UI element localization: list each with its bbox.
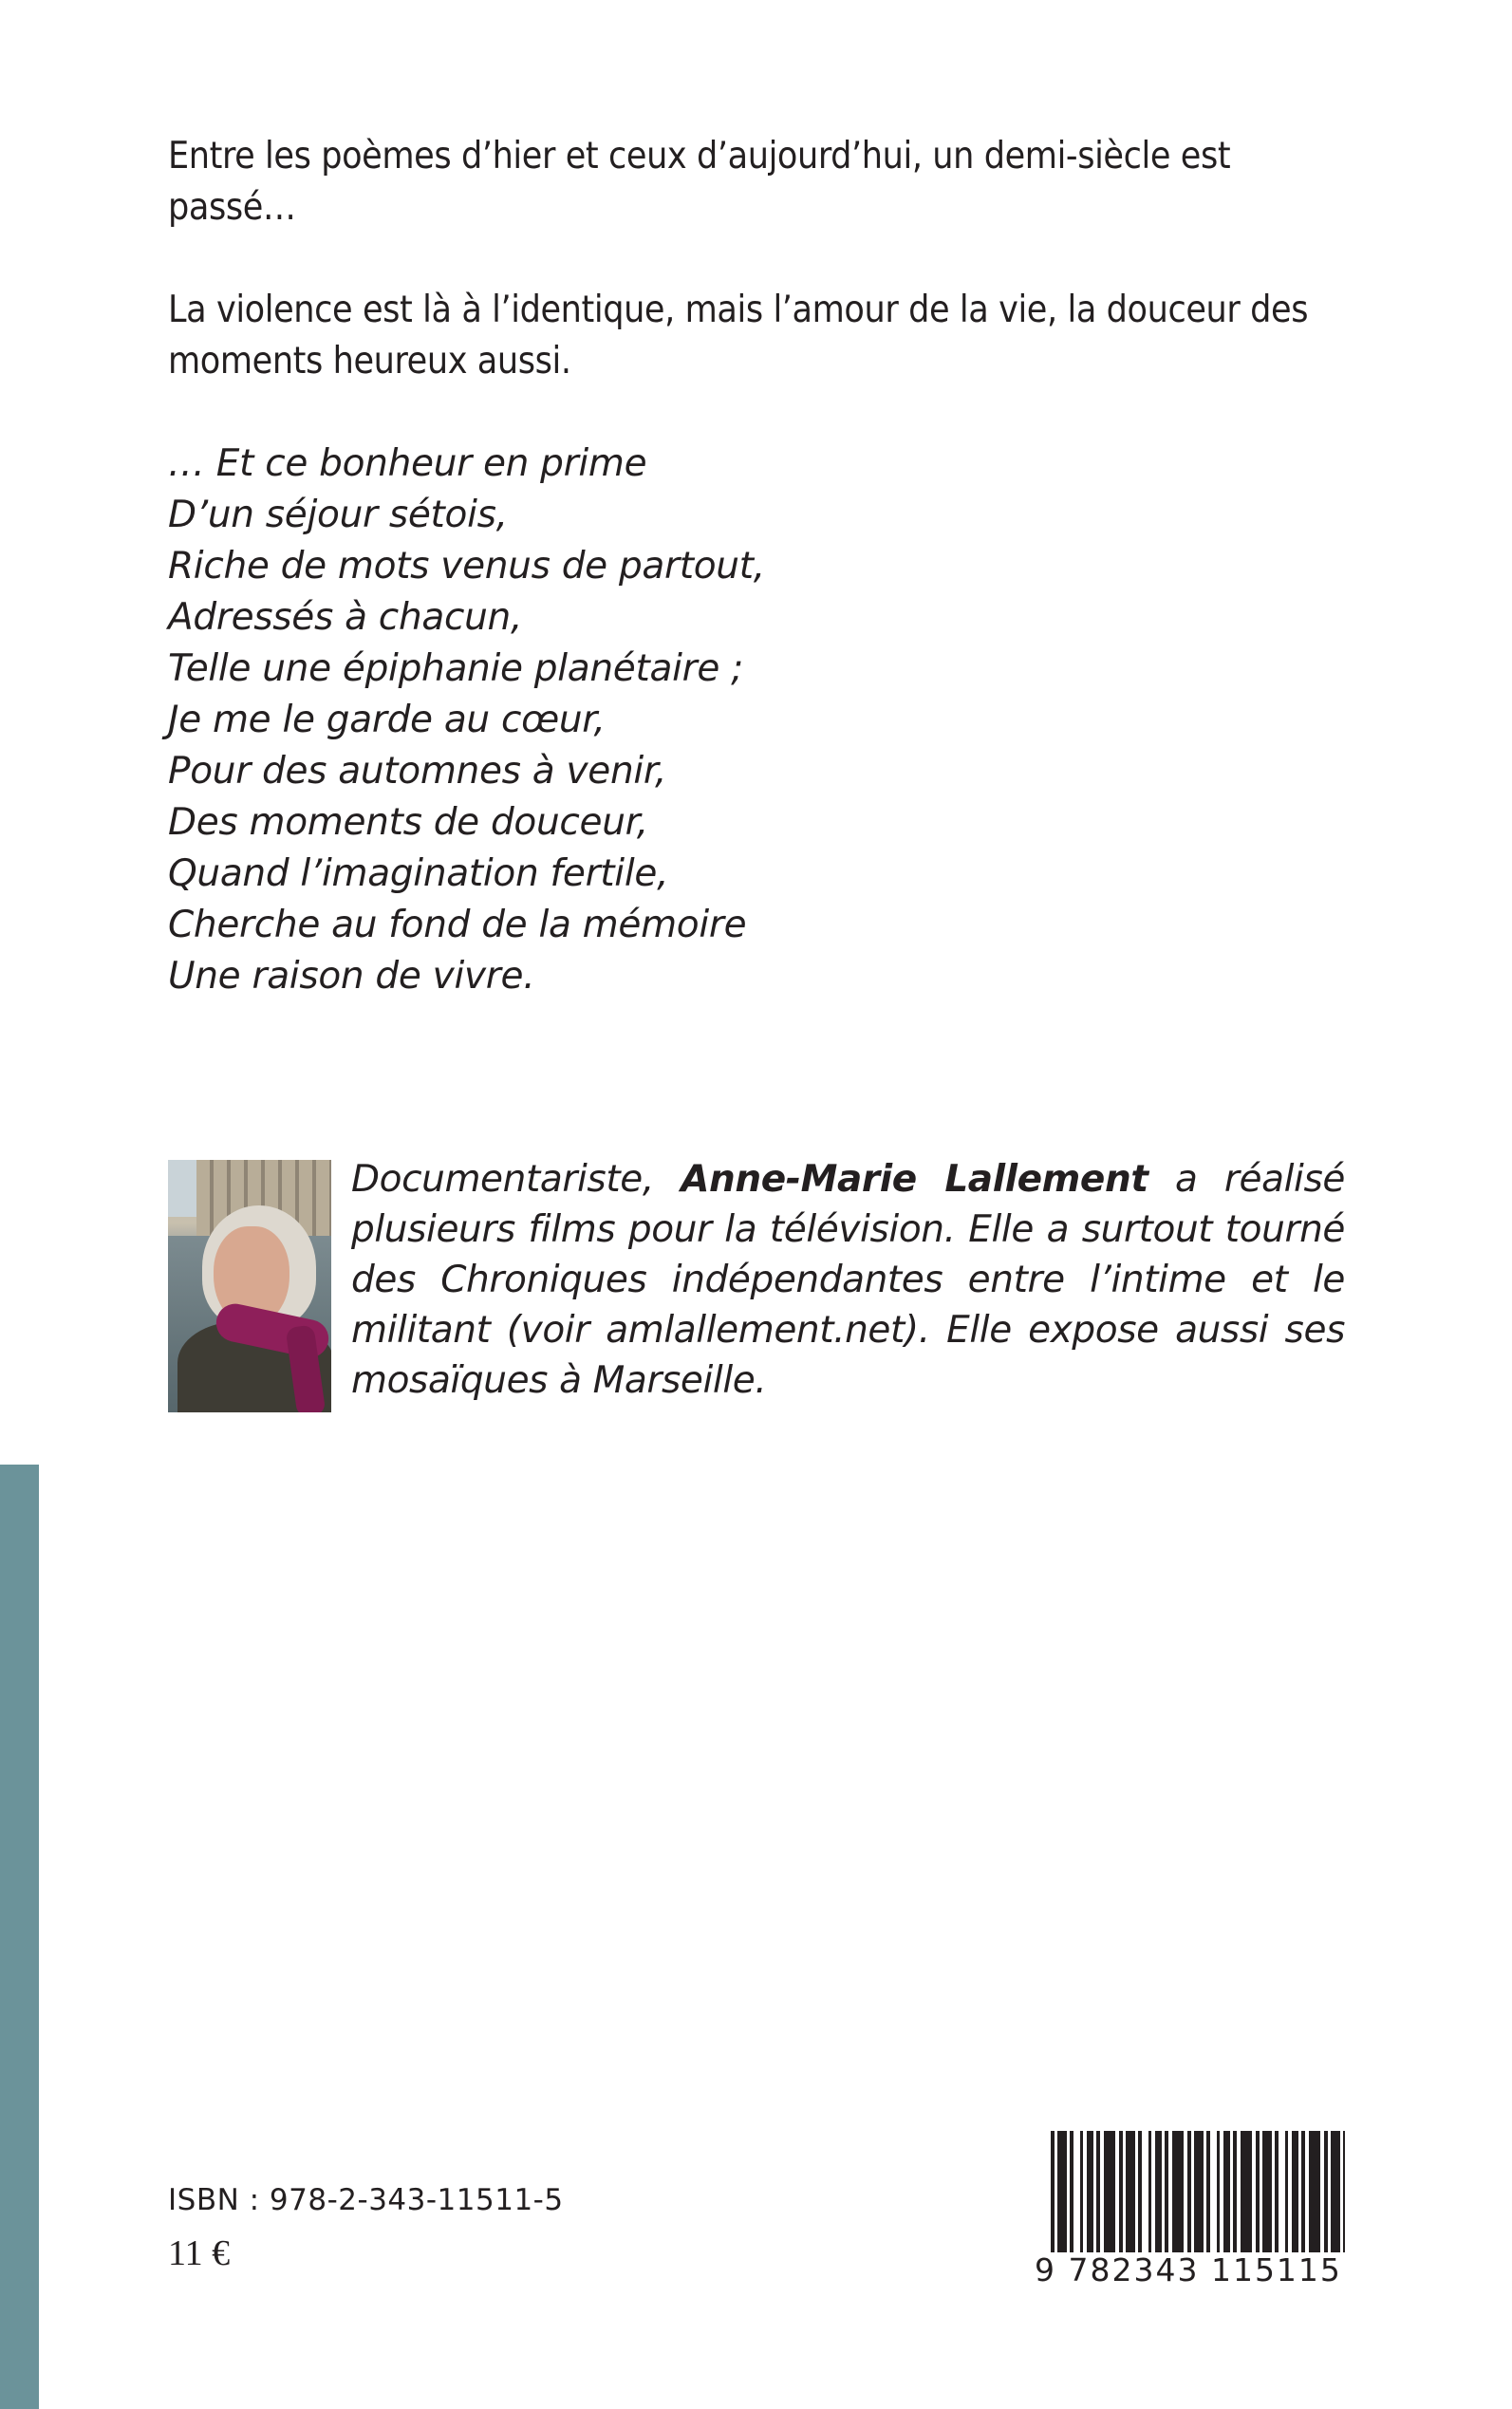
back-cover-text [168,131,1345,1002]
poem-line: Cherche au fond de la mémoire [168,904,747,946]
poem-line: Riche de mots venus de partout, [168,545,765,588]
poem-line: Adressés à chacun, [168,596,523,639]
poem-line: Quand l’imagination fertile, [168,852,669,895]
poem-line: D’un séjour sétois, [168,494,508,536]
isbn-label: ISBN : 978-2-343-11511-5 [168,2183,564,2217]
accent-color-strip [0,1465,39,2409]
author-photo [168,1160,331,1412]
poem-line: Une raison de vivre. [168,955,535,998]
poem-line: … Et ce bonheur en prime [168,442,647,485]
author-bio-section [168,1160,1345,1412]
poem-line: Je me le garde au cœur, [168,699,606,741]
isbn-barcode [1035,2131,1348,2302]
barcode-digits: 9 782343 115115 [1035,2252,1348,2288]
poem-line: Pour des automnes à venir, [168,750,667,793]
bio-body: a réalisé plusieurs films pour la télévision. Elle a surtout tourné des Chroniques indépendantes entre l’intime et le militant (voir amlallement.net). Elle expose aussi ses mosaïques à Marseille. [351,1158,1345,1402]
author-bio [351,1154,1345,1406]
poem-excerpt [168,439,1345,1002]
bio-prefix: Documentariste, [351,1158,681,1201]
barcode-bars [1051,2131,1345,2267]
author-name: Anne-Marie Lallement [681,1158,1148,1201]
poem-line: Telle une épiphanie planétaire ; [168,647,743,690]
intro-section [168,131,1345,387]
price-label: 11 € [168,2233,231,2273]
intro-paragraph-1: Entre les poèmes d’hier et ceux d’aujourd’hui, un demi-siècle est passé… [168,135,1231,229]
intro-paragraph-2: La violence est là à l’identique, mais l’amour de la vie, la douceur des moments heureux aussi. [168,289,1309,383]
poem-line: Des moments de douceur, [168,801,648,844]
